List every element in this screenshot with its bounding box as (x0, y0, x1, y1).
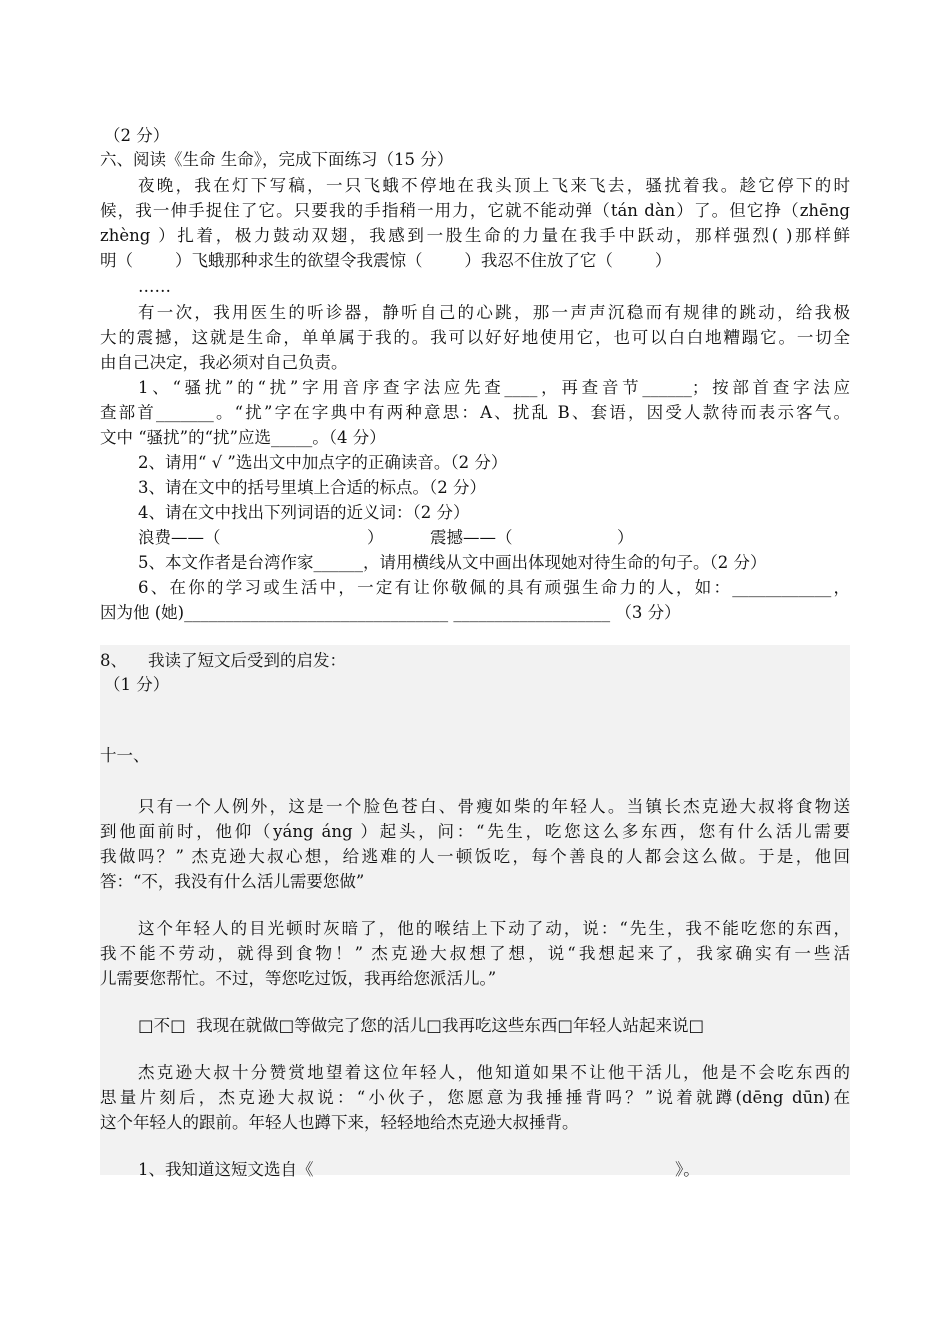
section-eleven-heading: 十一、 (100, 746, 150, 765)
passage-paragraph-line: 大的震撼，这就是生命，单单属于我的。我可以好好地使用它，也可以白白地糟蹋它。一切全 (100, 328, 850, 347)
passage-paragraph-line: 由自己决定，我必须对自己负责。 (100, 353, 348, 372)
punctuation-exercise: □不□ 我现在就做□等做完了您的活儿□我再吃这些东西□年轻人站起来说□ (138, 1016, 705, 1035)
question-1-line: 查部首_______。“扰”字在字典中有两种意思：A、扰乱 B、套语，因受人款待而表示客气。 (100, 403, 850, 422)
question-5: 5、本文作者是台湾作家______，请用横线从文中画出体现她对待生命的句子。（2 分） (138, 553, 767, 572)
synonym-waste-close: ） (367, 528, 384, 547)
question-6-line: 6、在你的学习或生活中，一定有让你敬佩的具有顽强生命力的人，如：____________， (138, 578, 850, 597)
story-paragraph-line: 杰克逊大叔十分赞赏地望着这位年轻人，他知道如果不让他干活儿，他是不会吃东西的 (138, 1063, 850, 1082)
story-paragraph-line: 这个年轻人的跟前。年轻人也蹲下来，轻轻地给杰克逊大叔捶背。 (100, 1113, 579, 1132)
question-2: 2、请用“ √ ”选出文中加点字的正确读音。（2 分） (138, 453, 508, 472)
ellipsis: …… (138, 277, 171, 296)
question-source-open: 1、我知道这短文选自《 (138, 1160, 314, 1179)
passage-paragraph-line: 候，我一伸手捉住了它。只要我的手指稍一用力，它就不能动弹（tán dàn）了。但它挣（zhēng (100, 201, 850, 220)
section-six-heading: 六、阅读《生命 生命》，完成下面练习（15 分） (100, 150, 454, 169)
question-8-score: （1 分） (104, 675, 170, 694)
story-paragraph-line: 我不能不劳动，就得到食物！” 杰克逊大叔想了想，说“我想起来了，我家确实有一些活 (100, 944, 850, 963)
question-3: 3、请在文中的括号里填上合适的标点。（2 分） (138, 478, 486, 497)
question-4: 4、请在文中找出下列词语的近义词：（2 分） (138, 503, 470, 522)
synonym-waste-label: 浪费——（ (138, 528, 221, 547)
passage-paragraph-line: 明（ ）飞蛾那种求生的欲望令我震惊（ ）我忍不住放了它（ ） (100, 251, 672, 270)
question-8: 8、 我读了短文后受到的启发： (100, 651, 346, 670)
question-1-line: 1、“骚扰”的“扰”字用音序查字法应先查____，再查音节______；按部首查字法应 (138, 378, 850, 397)
question-1-line: 文中 “骚扰”的“扰”应选_____。（4 分） (100, 428, 386, 447)
passage-paragraph-line: 有一次，我用医生的听诊器，静听自己的心跳，那一声声沉稳而有规律的跳动，给我极 (138, 303, 850, 322)
story-paragraph-line: 答：“不，我没有什么活儿需要您做” (100, 872, 365, 891)
story-paragraph-line: 儿需要您帮忙。不过，等您吃过饭，我再给您派活儿。” (100, 969, 497, 988)
synonym-shock-label: 震撼——（ (430, 528, 513, 547)
story-paragraph-line: 到他面前时，他仰（yáng áng ）起头，问：“先生，吃您这么多东西，您有什么活儿需要 (100, 822, 850, 841)
story-paragraph-line: 只有一个人例外，这是一个脸色苍白、骨瘦如柴的年轻人。当镇长杰克逊大叔将食物送 (138, 797, 850, 816)
passage-paragraph-line: zhèng ）扎着，极力鼓动双翅，我感到一股生命的力量在我手中跃动，那样强烈( )那样鲜 (100, 226, 850, 245)
passage-paragraph-line: 夜晚，我在灯下写稿，一只飞蛾不停地在我头顶上飞来飞去，骚扰着我。趁它停下的时 (138, 176, 850, 195)
previous-score: （2 分） (104, 126, 170, 145)
story-paragraph-line: 这个年轻人的目光顿时灰暗了，他的喉结上下动了动，说：“先生，我不能吃您的东西， (138, 919, 850, 938)
story-paragraph-line: 思量片刻后，杰克逊大叔说：“小伙子，您愿意为我捶捶背吗？”说着就蹲(dēng dūn)在 (100, 1088, 850, 1107)
question-source-close: 》。 (675, 1160, 700, 1179)
synonym-shock-close: ） (617, 528, 634, 547)
story-paragraph-line: 我做吗？” 杰克逊大叔心想，给逃难的人一顿饭吃，每个善良的人都会这么做。于是，他回 (100, 847, 850, 866)
question-6-line: 因为他 (她)________________________________ ___________________ （3 分） (100, 603, 681, 622)
